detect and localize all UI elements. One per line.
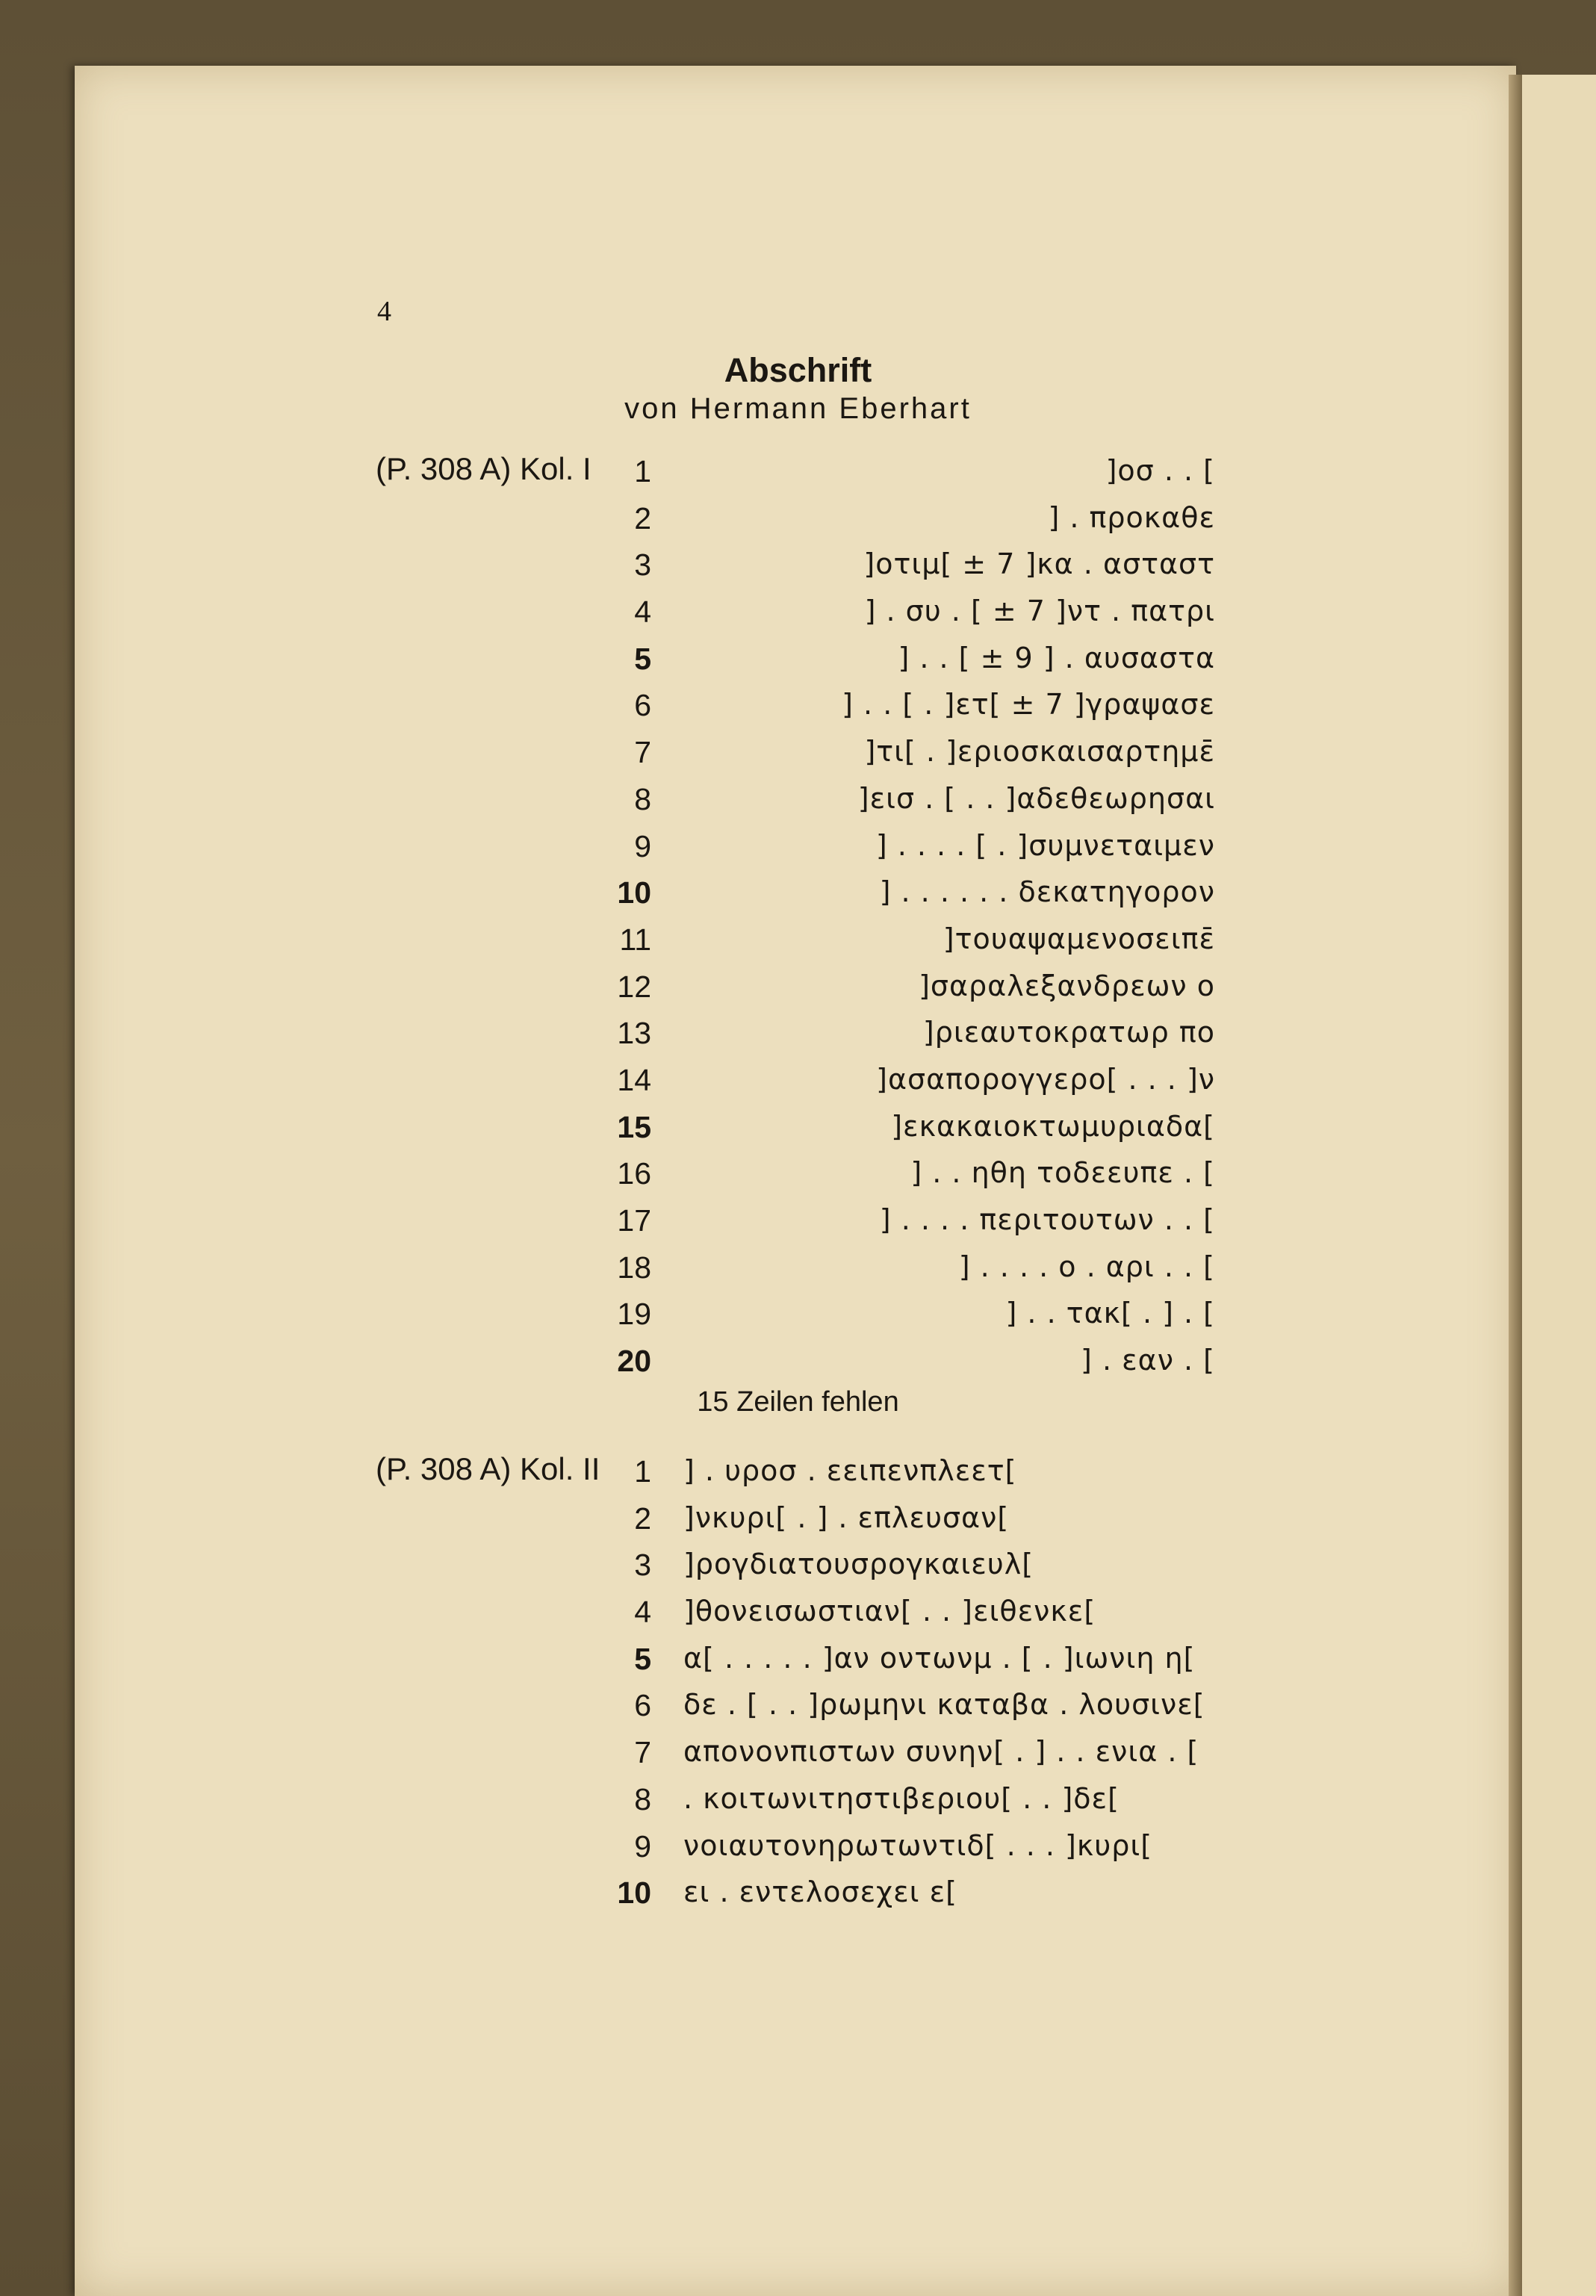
line-text: ] . προκαθε [1048, 500, 1215, 534]
line-number: 6 [634, 1688, 651, 1723]
line-text: απονονπιστων συνην[ . ] . . ενια . [ [683, 1735, 1199, 1769]
line-number: 13 [617, 1016, 651, 1051]
line-text: ] . υροσ . εειπενπλεετ[ [683, 1454, 1017, 1487]
transcription-line [0, 1735, 1596, 1782]
page-number: 4 [377, 296, 391, 327]
transcription-line [0, 501, 1596, 548]
transcription-line [0, 547, 1596, 595]
transcription-line [0, 875, 1596, 922]
line-text: ] . . . . [ . ]συμνεταιμεν [875, 828, 1215, 862]
transcription-line [0, 642, 1596, 689]
line-text: ]τι[ . ]εριοσκαισαρτημε̄ [864, 735, 1215, 769]
line-number: 16 [617, 1156, 651, 1191]
transcription-line [0, 1297, 1596, 1344]
transcription-line [0, 1344, 1596, 1391]
line-text: ]σαραλεξανδρεων ο [919, 969, 1215, 1002]
line-text: ] . συ . [ ± 7 ]ντ . πατρι [864, 595, 1215, 628]
line-number: 4 [634, 595, 651, 630]
line-number: 8 [634, 781, 651, 816]
missing-lines-note: 15 Zeilen fehlen [697, 1386, 899, 1418]
line-text: ] . . [ ± 9 ] . αυσαστα [898, 641, 1215, 674]
transcription-line [0, 1642, 1596, 1689]
line-number: 9 [634, 828, 651, 863]
line-number: 3 [634, 547, 651, 583]
line-number: 5 [634, 641, 651, 676]
line-text: α[ . . . . . ]αν οντωνμ . [ . ]ιωνιη η[ [683, 1641, 1196, 1675]
transcription-line [0, 1782, 1596, 1829]
line-number: 3 [634, 1548, 651, 1583]
transcription-line [0, 922, 1596, 969]
line-number: 7 [634, 1735, 651, 1770]
transcription-block-kol-1 [0, 454, 1596, 1391]
line-number: 6 [634, 688, 651, 723]
line-text: ] . . ηθη τοδεευπε . [ [910, 1156, 1215, 1190]
line-text: ] . εαν . [ [1081, 1344, 1215, 1377]
line-number: 2 [634, 500, 651, 536]
transcription-line [0, 1548, 1596, 1595]
line-number: 2 [634, 1501, 651, 1536]
line-number: 7 [634, 735, 651, 770]
transcription-line [0, 1063, 1596, 1110]
transcription-line [0, 829, 1596, 876]
transcription-line [0, 782, 1596, 829]
line-number: 15 [617, 1109, 651, 1144]
transcription-line [0, 1595, 1596, 1642]
transcription-line [0, 1110, 1596, 1157]
line-text: ] . . τακ[ . ] . [ [1005, 1297, 1215, 1330]
line-number: 10 [617, 1875, 651, 1911]
line-text: ]οσ . . [ [1105, 454, 1215, 487]
transcription-line [0, 969, 1596, 1017]
line-text: ] . . [ . ]ετ[ ± 7 ]γραψασε [842, 688, 1215, 722]
line-text: νοιαυτονηρωτωντιδ[ . . . ]κυρι[ [683, 1828, 1153, 1862]
transcription-line [0, 595, 1596, 642]
transcription-line [0, 735, 1596, 782]
line-number: 19 [617, 1297, 651, 1332]
line-text: ει . εντελοσεχει ε[ [683, 1875, 957, 1909]
transcription-line [0, 688, 1596, 735]
transcription-line [0, 1501, 1596, 1548]
line-text: ] . . . . ο . αρι . . [ [958, 1250, 1215, 1283]
line-number: 1 [634, 1454, 651, 1489]
line-number: 9 [634, 1828, 651, 1864]
line-number: 5 [634, 1641, 651, 1676]
line-number: 14 [617, 1062, 651, 1097]
transcription-line [0, 1454, 1596, 1501]
transcription-line [0, 1156, 1596, 1203]
line-number: 11 [619, 922, 651, 957]
line-number: 20 [617, 1344, 651, 1379]
line-number: 8 [634, 1781, 651, 1816]
line-text: ]νκυρι[ . ] . επλευσαν[ [683, 1501, 1010, 1534]
line-text: ]οτιμ[ ± 7 ]κα . ασταστ [863, 547, 1215, 581]
line-text: ]εισ . [ . . ]αδεθεωρησαι [857, 781, 1215, 815]
transcription-line [0, 1875, 1596, 1923]
column-label-kol-2: (P. 308 A) Kol. II [376, 1451, 600, 1486]
transcription-line [0, 454, 1596, 501]
line-number: 4 [634, 1595, 651, 1630]
line-number: 17 [617, 1203, 651, 1238]
line-text: ] . . . . . . δεκατηγορον [879, 875, 1215, 909]
line-text: ]ασαπορογγερο[ . . . ]ν [876, 1062, 1215, 1096]
transcription-line [0, 1688, 1596, 1735]
line-number: 1 [634, 454, 651, 488]
line-text: ]ριεαυτοκρατωρ πο [922, 1016, 1215, 1049]
line-text: ]θονεισωστιαν[ . . ]ειθενκε[ [683, 1595, 1096, 1628]
transcription-block-kol-2 [0, 1454, 1596, 1923]
column-label-kol-1: (P. 308 A) Kol. I [376, 451, 591, 486]
page-subtitle: von Hermann Eberhart [624, 392, 972, 425]
line-number: 10 [617, 875, 651, 910]
transcription-line [0, 1250, 1596, 1297]
line-number: 18 [617, 1250, 651, 1285]
line-text: δε . [ . . ]ρωμηνι καταβα . λουσινε[ [683, 1688, 1205, 1722]
transcription-line [0, 1016, 1596, 1063]
transcription-line [0, 1203, 1596, 1250]
line-number: 12 [617, 969, 651, 1004]
page-title: Abschrift [724, 351, 872, 389]
line-text: ] . . . . περιτουτων . . [ [879, 1203, 1215, 1236]
line-text: ]ρογδιατουσρογκαιευλ[ [683, 1548, 1034, 1581]
line-text: ]εκακαιοκτωμυριαδα[ [891, 1109, 1215, 1143]
line-text: . κοιτωνιτηστιβεριου[ . . ]δε[ [683, 1781, 1120, 1815]
line-text: ]τουαψαμενοσειπε̄ [943, 922, 1215, 955]
transcription-line [0, 1829, 1596, 1876]
